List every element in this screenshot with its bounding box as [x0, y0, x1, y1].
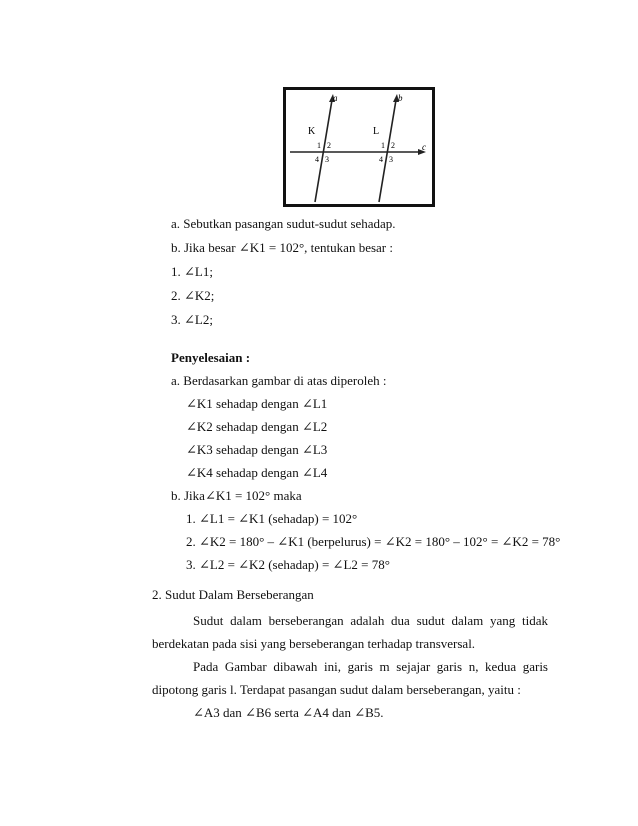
solution-heading: Penyelesaian : — [171, 350, 251, 365]
question-b: b. Jika besar ∠K1 = 102°, tentukan besar : — [171, 240, 393, 255]
figure-drawing — [286, 90, 432, 204]
k-angle-1: 1 — [317, 141, 321, 150]
question-item-3: 3. ∠L2; — [171, 312, 213, 327]
l-angle-4: 4 — [379, 155, 383, 164]
section-2-para2-line3: ∠A3 dan ∠B6 serta ∠A4 dan ∠B5. — [193, 705, 384, 720]
l-angle-2: 2 — [391, 141, 395, 150]
solution-step-2: 2. ∠K2 = 180° – ∠K1 (berpelurus) = ∠K2 = 180° – 102° = ∠K2 = 78° — [186, 534, 561, 549]
parallel-lines-figure — [283, 87, 435, 207]
solution-pair-4: ∠K4 sehadap dengan ∠L4 — [186, 465, 328, 480]
l-angle-1: 1 — [381, 141, 385, 150]
label-L: L — [373, 126, 380, 137]
section-2-para2-line1: Pada Gambar dibawah ini, garis m sejajar garis n, kedua garis — [193, 659, 548, 674]
section-2-para1-line2: berdekatan pada sisi yang berseberangan terhadap transversal. — [152, 636, 476, 651]
solution-pair-3: ∠K3 sehadap dengan ∠L3 — [186, 442, 328, 457]
solution-pair-2: ∠K2 sehadap dengan ∠L2 — [186, 419, 328, 434]
solution-b-intro: b. Jika∠K1 = 102° maka — [171, 488, 302, 503]
solution-step-3: 3. ∠L2 = ∠K2 (sehadap) = ∠L2 = 78° — [186, 557, 390, 572]
l-angle-3: 3 — [389, 155, 393, 164]
line-b — [379, 100, 396, 202]
question-a: a. Sebutkan pasangan sudut-sudut sehadap. — [171, 216, 396, 231]
solution-a-intro: a. Berdasarkan gambar di atas diperoleh : — [171, 373, 387, 388]
question-item-1: 1. ∠L1; — [171, 264, 213, 279]
section-2-para2-line2: dipotong garis l. Terdapat pasangan sudut dalam berseberangan, yaitu : — [152, 682, 521, 697]
k-angle-2: 2 — [327, 141, 331, 150]
k-angle-3: 3 — [325, 155, 329, 164]
solution-pair-1: ∠K1 sehadap dengan ∠L1 — [186, 396, 328, 411]
solution-step-1: 1. ∠L1 = ∠K1 (sehadap) = 102° — [186, 511, 358, 526]
question-item-2: 2. ∠K2; — [171, 288, 215, 303]
label-a: a — [333, 93, 338, 103]
k-angle-4: 4 — [315, 155, 319, 164]
label-b: b — [398, 93, 403, 103]
line-a — [315, 100, 332, 202]
section-2-title: 2. Sudut Dalam Berseberangan — [152, 587, 314, 602]
section-2-para1-line1: Sudut dalam berseberangan adalah dua sudut dalam yang tidak — [193, 613, 548, 628]
label-K: K — [308, 126, 316, 137]
label-c: c — [422, 142, 426, 152]
